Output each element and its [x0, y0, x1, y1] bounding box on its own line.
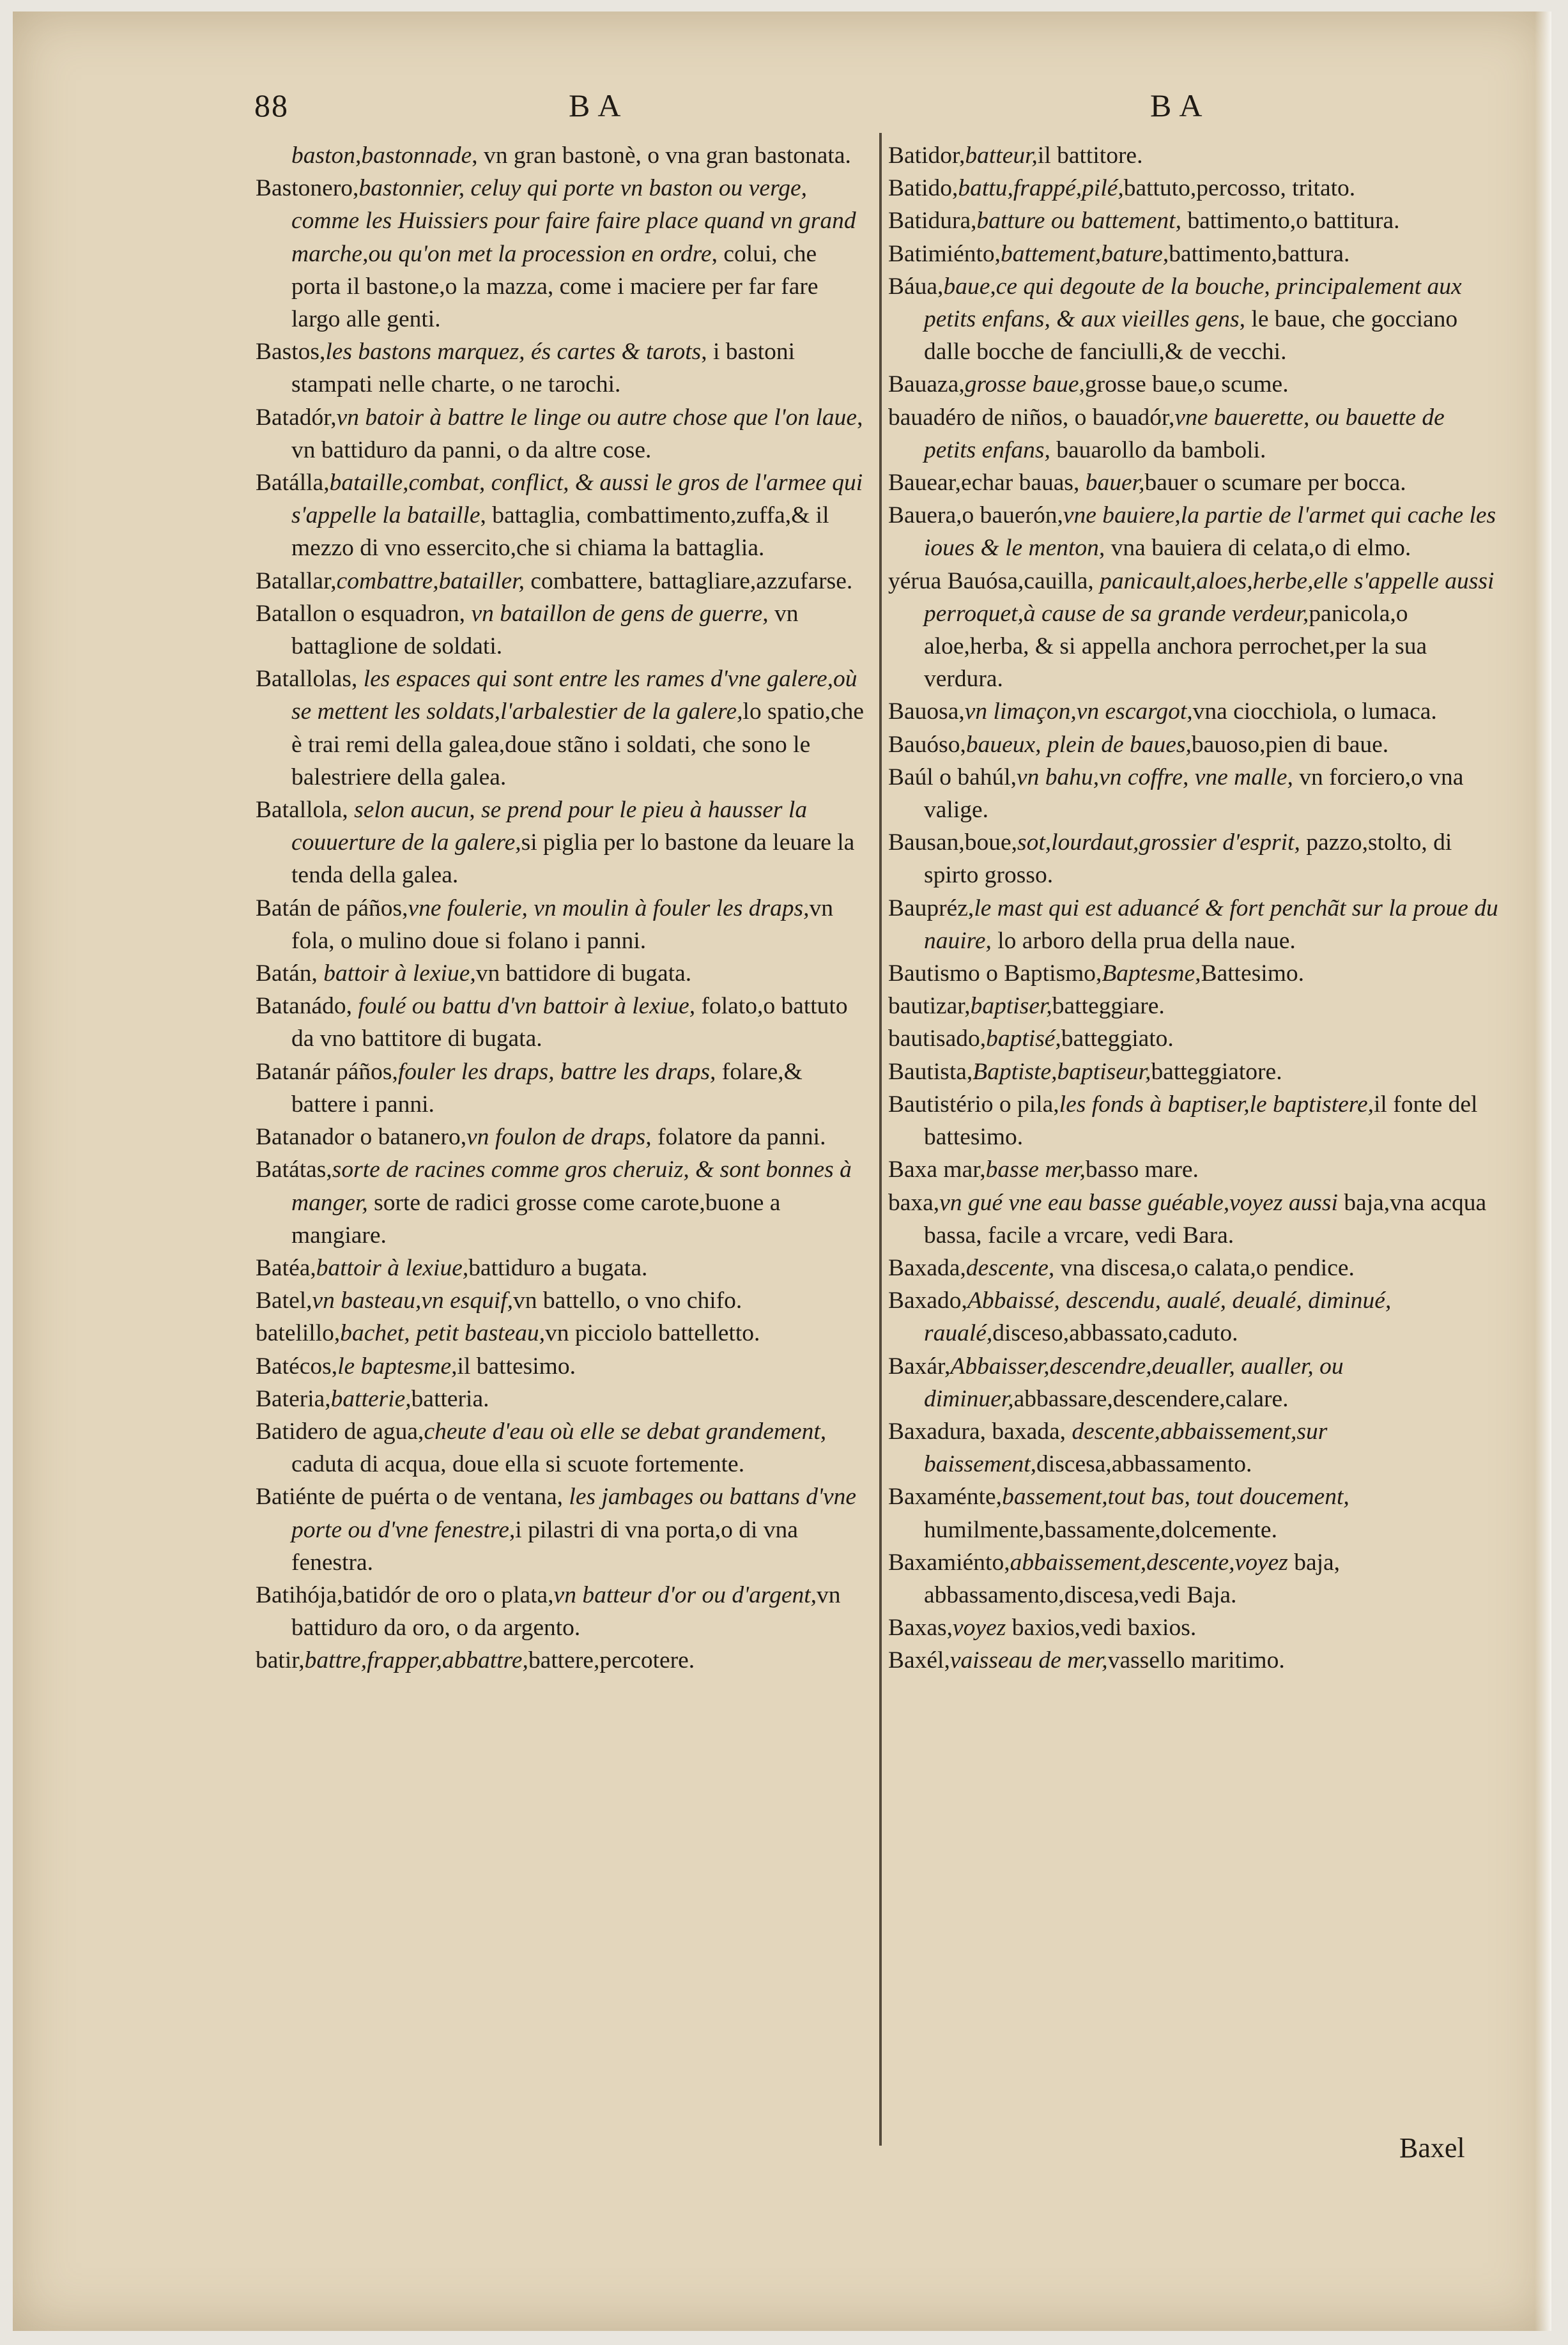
entry-headword: Bauear,echar bauas, — [888, 470, 1080, 496]
column-rule — [879, 133, 882, 2146]
entry-italian: folare,& battere i panni. — [291, 1058, 803, 1118]
entry-headword: Baupréz, — [888, 895, 974, 921]
entry-italian: si piglia per lo bastone da leuare la tenda della galea. — [291, 829, 855, 889]
dictionary-entry — [888, 957, 1502, 990]
entry-french: batteur, — [965, 142, 1038, 169]
entry-italian: il fonte del battesimo. — [924, 1091, 1478, 1151]
entry-french: Baptesme, — [1102, 960, 1201, 987]
entry-italian: batteggiatore. — [1151, 1058, 1282, 1085]
entry-headword: Baxado, — [888, 1288, 967, 1314]
dictionary-entry — [256, 1579, 869, 1644]
entry-italian: , i bastoni stampati nelle charte, o ne tarochi. — [291, 339, 796, 398]
entry-italian: vn forciero,o vna valige. — [924, 764, 1464, 824]
entry-french: battement,bature, — [1001, 240, 1169, 267]
dictionary-entry — [256, 794, 869, 892]
dictionary-entry — [256, 1480, 869, 1579]
dictionary-entry — [256, 1350, 869, 1383]
dictionary-entry — [256, 1153, 869, 1252]
entry-headword: Baxaménte, — [888, 1484, 1003, 1511]
entry-french: foulé ou battu d'vn battoir à lexiue, — [352, 993, 696, 1020]
dictionary-entry — [256, 1121, 869, 1153]
entry-italian: i pilastri di vna porta,o di vna fenestra. — [291, 1516, 798, 1576]
entry-headword: Batanár páños, — [256, 1058, 398, 1085]
dictionary-entry — [888, 761, 1502, 826]
entry-italian: battiduro a bugata. — [468, 1254, 648, 1281]
left-column — [256, 139, 869, 1677]
entry-italian: bauoso,pien di baue. — [1191, 731, 1389, 758]
entry-headword: Batanádo, — [256, 993, 352, 1020]
entry-french: Baptiste,baptiseur, — [972, 1058, 1151, 1085]
entry-italian: folato,o battuto da vno battitore di bugata. — [291, 993, 848, 1052]
entry-headword: Bausan,boue, — [888, 829, 1018, 856]
entry-french: le mast qui est aduancé & fort penchãt sur la proue du nauire, — [924, 895, 1498, 954]
entry-french: vn limaçon,vn escargot, — [964, 698, 1193, 725]
entry-headword: Batidura, — [888, 208, 977, 235]
entry-italian: panicola,o aloe,herba, & si appella anchora perrochet,per la sua verdura. — [924, 600, 1427, 693]
entry-headword: Bauera,o bauerón, — [888, 502, 1063, 529]
dictionary-entry — [888, 204, 1502, 237]
dictionary-entry — [256, 990, 869, 1055]
entry-french: abbaissement,descente,voyez — [1010, 1549, 1288, 1576]
entry-french: les jambages ou battans d'vne porte ou d'vne fenestre, — [291, 1484, 857, 1543]
dictionary-entry — [256, 1284, 869, 1317]
entry-headword: Bauóso, — [888, 731, 966, 758]
entry-french: battu,frappé,pilé, — [958, 175, 1124, 202]
entry-french: Abbaisser,descendre,deualler, aualler, ou diminuer, — [924, 1353, 1344, 1412]
dictionary-entry — [256, 1317, 869, 1349]
entry-headword: baxa, — [888, 1189, 940, 1216]
entry-french: vne bauerette, ou bauette de petits enfans, — [924, 404, 1445, 463]
entry-headword: Batallon o esquadron, — [256, 600, 466, 627]
entry-headword: Batiénte de puérta o de ventana, — [256, 1484, 564, 1511]
entry-italian: , battaglia, combattimento,zuffa,& il mezzo di vno essercito,che si chiama la battaglia. — [291, 502, 829, 562]
entry-french: baston,bastonnade — [291, 142, 472, 169]
entry-french: vn bataillon de gens de guerre, — [465, 600, 769, 627]
entry-italian: abbassare,descendere,calare. — [1013, 1385, 1289, 1412]
entry-french: battoir à lexiue, — [316, 1254, 469, 1281]
entry-headword: Bautistério o pila, — [888, 1091, 1059, 1118]
entry-italian: disceso,abbassato,caduto. — [992, 1320, 1238, 1347]
entry-french: descente,abbaissement,sur baissement, — [924, 1418, 1328, 1478]
entry-french: baueux, plein de baues, — [965, 731, 1192, 758]
entry-headword: Baxél, — [888, 1647, 950, 1674]
entry-italian: battere,percotere. — [528, 1647, 695, 1674]
dictionary-entry — [256, 172, 869, 335]
entry-headword: Bastonero, — [256, 175, 359, 202]
entry-headword: bautizar, — [888, 993, 971, 1020]
entry-french: vn gué vne eau basse guéable,voyez aussi — [939, 1189, 1338, 1216]
entry-french: voyez — [953, 1615, 1006, 1642]
dictionary-entry — [256, 663, 869, 794]
dictionary-entry — [256, 335, 869, 401]
dictionary-entry — [256, 1383, 869, 1415]
dictionary-entry — [888, 892, 1502, 957]
entry-french: descente, — [965, 1254, 1055, 1281]
entry-french: vaisseau de mer, — [949, 1647, 1108, 1674]
entry-headword: Batéa, — [256, 1254, 316, 1281]
entry-french: baptisé, — [986, 1026, 1061, 1052]
entry-italian: vn battiduro da oro, o da argento. — [291, 1581, 841, 1642]
dictionary-entry — [888, 1056, 1502, 1088]
dictionary-entry — [888, 139, 1502, 172]
entry-french: baptiser, — [970, 993, 1052, 1020]
entry-italian: combattere, battagliare,azzufarse. — [524, 567, 853, 594]
entry-headword: Batadór, — [256, 404, 337, 431]
page-number: 88 — [254, 88, 289, 123]
entry-french: le baptesme, — [337, 1353, 457, 1380]
entry-french: sot,lourdaut,grossier d'esprit, — [1017, 829, 1300, 856]
entry-italian: batteggiato. — [1061, 1026, 1174, 1052]
dictionary-entry — [888, 1350, 1502, 1415]
dictionary-entry — [888, 172, 1502, 204]
entry-french: les bastons marquez, és cartes & tarots — [325, 339, 702, 365]
entry-italian: vna bauiera di celata,o di elmo. — [1105, 535, 1411, 562]
entry-italian: sorte de radici grosse come carote,buone a mangiare. — [291, 1189, 781, 1249]
entry-headword: Baxada, — [888, 1254, 966, 1281]
entry-headword: Báua, — [888, 273, 944, 300]
entry-headword: Batécos, — [256, 1353, 338, 1380]
entry-headword: Baxadura, baxada, — [888, 1418, 1066, 1445]
entry-italian: lo arboro della prua della naue. — [991, 927, 1296, 954]
entry-headword: Bastos, — [256, 339, 326, 365]
entry-headword: bauadéro de niños, o bauadór, — [888, 404, 1175, 431]
entry-headword: Batidero de agua, — [256, 1418, 424, 1445]
entry-headword: Batihója,batidór de oro o plata, — [256, 1581, 554, 1608]
running-head-left: BA — [569, 88, 629, 123]
entry-italian: caduta di acqua, doue ella si scuote fortemente. — [291, 1451, 745, 1478]
entry-italian: vassello maritimo. — [1107, 1647, 1285, 1674]
dictionary-entry — [256, 139, 869, 172]
dictionary-entry — [888, 270, 1502, 369]
entry-french: selon aucun, se prend pour le pieu à hausser la couuerture de la galere, — [291, 797, 808, 856]
entry-italian: bauer o scumare per bocca. — [1144, 470, 1406, 496]
dictionary-entry — [256, 565, 869, 597]
entry-italian: il battesimo. — [457, 1353, 576, 1380]
dictionary-entry — [888, 565, 1502, 696]
dictionary-entry — [888, 499, 1502, 564]
dictionary-entry — [256, 1415, 869, 1480]
entry-italian: Battesimo. — [1201, 960, 1305, 987]
catchword: Baxel — [1399, 2132, 1465, 2164]
entry-headword: Baxa mar, — [888, 1157, 986, 1183]
dictionary-entry — [888, 1252, 1502, 1284]
entry-italian: batteggiare. — [1052, 993, 1165, 1020]
entry-italian: vna ciocchiola, o lumaca. — [1192, 698, 1437, 725]
entry-french: les espaces qui sont entre les rames d'vne galere,où se mettent les soldats,l'arbalestier de la galere, — [291, 666, 857, 725]
entry-italian: , vn gran bastonè, o vna gran bastonata. — [472, 142, 851, 169]
dictionary-entry — [888, 1187, 1502, 1252]
entry-french: vn batteur d'or ou d'argent, — [553, 1581, 817, 1608]
right-column — [888, 139, 1502, 1677]
entry-french: bastonnier, celuy qui porte vn baston ou verge, comme les Huissiers pour faire faire place quand vn grand marche,ou qu'on met la procession en ordre — [291, 175, 856, 267]
entry-french: Abbaissé, descendu, aualé, deualé, diminué, raualé, — [924, 1288, 1392, 1347]
entry-headword: Batanador o batanero, — [256, 1124, 467, 1151]
entry-italian: battimento,o battitura. — [1181, 208, 1400, 235]
dictionary-entry — [888, 1088, 1502, 1153]
entry-french: vn basteau,vn esquif, — [312, 1288, 514, 1314]
entry-french: bataille,combat, conflict, & aussi le gros de l'armee qui s'appelle la bataille — [291, 470, 863, 529]
book-page — [13, 12, 1551, 2331]
dictionary-entry — [888, 1611, 1502, 1644]
entry-headword: Batel, — [256, 1288, 312, 1314]
entry-french: battoir à lexiue, — [317, 960, 476, 987]
dictionary-entry — [888, 826, 1502, 891]
entry-french: vn batoir à battre le linge ou autre chose que l'on laue — [336, 404, 857, 431]
dictionary-entry — [888, 466, 1502, 499]
entry-italian: vn picciolo battelletto. — [545, 1320, 760, 1347]
entry-italian: lo spatio,che è trai remi della galea,doue stãno i soldati, che sono le balestriere della galea. — [291, 698, 865, 790]
dictionary-entry — [888, 1415, 1502, 1480]
entry-headword: Bautismo o Baptismo, — [888, 960, 1102, 987]
entry-french: les fonds à baptiser,le baptistere, — [1059, 1091, 1374, 1118]
entry-french: fouler les draps, battre les draps, — [397, 1058, 716, 1085]
entry-headword: batir, — [256, 1647, 305, 1674]
entry-french: vne bauiere,la partie de l'armet qui cache les ioues & le menton, — [924, 502, 1496, 562]
entry-headword: Bauaza, — [888, 371, 965, 398]
entry-headword: Batallolas, — [256, 666, 358, 693]
entry-italian: humilmente,bassamente,dolcemente. — [924, 1516, 1277, 1543]
entry-headword: Batimiénto, — [888, 240, 1001, 267]
dictionary-entry — [256, 1252, 869, 1284]
entry-french: sorte de racines comme gros cheruiz, & sont bonnes à manger, — [291, 1157, 852, 1216]
entry-italian: vn fola, o mulino doue si folano i panni. — [291, 895, 834, 954]
entry-headword: Batallola, — [256, 797, 348, 824]
entry-italian: basso mare. — [1085, 1157, 1199, 1183]
running-head-right: BA — [1150, 88, 1210, 123]
entry-french: basse mer, — [985, 1157, 1086, 1183]
entry-french: vn bahu,vn coffre, vne malle, — [1017, 764, 1293, 790]
entry-italian: vn battaglione de soldati. — [291, 600, 799, 660]
entry-italian: bauarollo da bamboli. — [1050, 436, 1266, 463]
entry-headword: Baxas, — [888, 1615, 953, 1642]
dictionary-entry — [256, 597, 869, 663]
entry-italian: le baue, che gocciano dalle bocche de fanciulli,& de vecchi. — [924, 306, 1458, 365]
dictionary-entry — [888, 238, 1502, 270]
entry-headword: batelillo, — [256, 1320, 341, 1347]
dictionary-entry — [256, 466, 869, 565]
entry-french: vne foulerie, vn moulin à fouler les draps, — [408, 895, 810, 921]
dictionary-entry — [888, 368, 1502, 401]
entry-headword: Baxamiénto, — [888, 1549, 1010, 1576]
entry-french: batture ou battement, — [976, 208, 1181, 235]
entry-headword: Bautista, — [888, 1058, 973, 1085]
dictionary-entry — [888, 1284, 1502, 1349]
dictionary-entry — [888, 1153, 1502, 1186]
dictionary-entry — [888, 1480, 1502, 1546]
entry-italian: batteria. — [411, 1385, 489, 1412]
entry-headword: Batátas, — [256, 1157, 332, 1183]
entry-italian: grosse baue,o scume. — [1084, 371, 1289, 398]
dictionary-entry — [888, 401, 1502, 466]
entry-headword: Bateria, — [256, 1385, 331, 1412]
entry-italian: pazzo,stolto, di spirto grosso. — [924, 829, 1452, 889]
entry-french: baue,ce qui degoute de la bouche, principalement aux petits enfans, & aux vieilles gens, — [924, 273, 1462, 333]
entry-french: bachet, petit basteau, — [340, 1320, 546, 1347]
dictionary-entry — [256, 957, 869, 990]
entry-headword: Baúl o bahúl, — [888, 764, 1017, 790]
page-edge — [1535, 12, 1551, 2331]
entry-french: vn foulon de draps, — [466, 1124, 652, 1151]
dictionary-entry — [888, 1546, 1502, 1611]
entry-italian: baxios,vedi baxios. — [1006, 1615, 1197, 1642]
dictionary-entry — [888, 990, 1502, 1022]
entry-french: bassement,tout bas, tout doucement, — [1002, 1484, 1349, 1511]
entry-french: combattre,batailler, — [336, 567, 525, 594]
entry-italian: baja,vna acqua bassa, facile a vrcare, vedi Bara. — [924, 1189, 1487, 1249]
entry-french: batterie, — [330, 1385, 411, 1412]
entry-italian: vn battello, o vno chifo. — [513, 1288, 742, 1314]
dictionary-entry — [888, 1644, 1502, 1677]
entry-italian: baja, abbassamento,discesa,vedi Baja. — [924, 1549, 1341, 1608]
entry-headword: Batán, — [256, 960, 318, 987]
entry-headword: Bauosa, — [888, 698, 965, 725]
entry-italian: il battitore. — [1037, 142, 1143, 169]
entry-italian: discesa,abbassamento. — [1036, 1451, 1252, 1478]
entry-headword: Batán de páños, — [256, 895, 408, 921]
entry-italian: , colui, che porta il bastone,o la mazza, come i maciere per far fare largo alle genti. — [291, 240, 819, 333]
dictionary-entry — [256, 892, 869, 957]
entry-french: battre,frapper,abbattre, — [304, 1647, 528, 1674]
entry-italian: vn battidore di bugata. — [475, 960, 692, 987]
dictionary-entry — [888, 728, 1502, 761]
entry-headword: bautisado, — [888, 1026, 987, 1052]
dictionary-entry — [256, 1644, 869, 1677]
dictionary-entry — [256, 401, 869, 466]
entry-headword: Batallar, — [256, 567, 337, 594]
entry-french: grosse baue, — [964, 371, 1085, 398]
entry-french: cheute d'eau où elle se debat grandement, — [424, 1418, 827, 1445]
entry-headword: Batálla, — [256, 470, 330, 496]
entry-italian: folatore da panni. — [651, 1124, 826, 1151]
entry-headword: Baxár, — [888, 1353, 951, 1380]
entry-french: panicault,aloes,herbe,elle s'appelle aussi perroquet,à cause de sa grande verdeur, — [924, 567, 1495, 627]
entry-french: bauer, — [1079, 470, 1145, 496]
entry-italian: battimento,battura. — [1169, 240, 1350, 267]
dictionary-entry — [888, 695, 1502, 728]
entry-headword: Batido, — [888, 175, 958, 202]
entry-italian: vna discesa,o calata,o pendice. — [1054, 1254, 1355, 1281]
dictionary-entry — [888, 1022, 1502, 1055]
entry-italian: battuto,percosso, tritato. — [1123, 175, 1356, 202]
dictionary-entry — [256, 1056, 869, 1121]
entry-italian: , vn battiduro da panni, o da altre cose. — [291, 404, 863, 463]
entry-headword: yérua Bauósa,cauilla, — [888, 567, 1094, 594]
entry-headword: Batidor, — [888, 142, 965, 169]
